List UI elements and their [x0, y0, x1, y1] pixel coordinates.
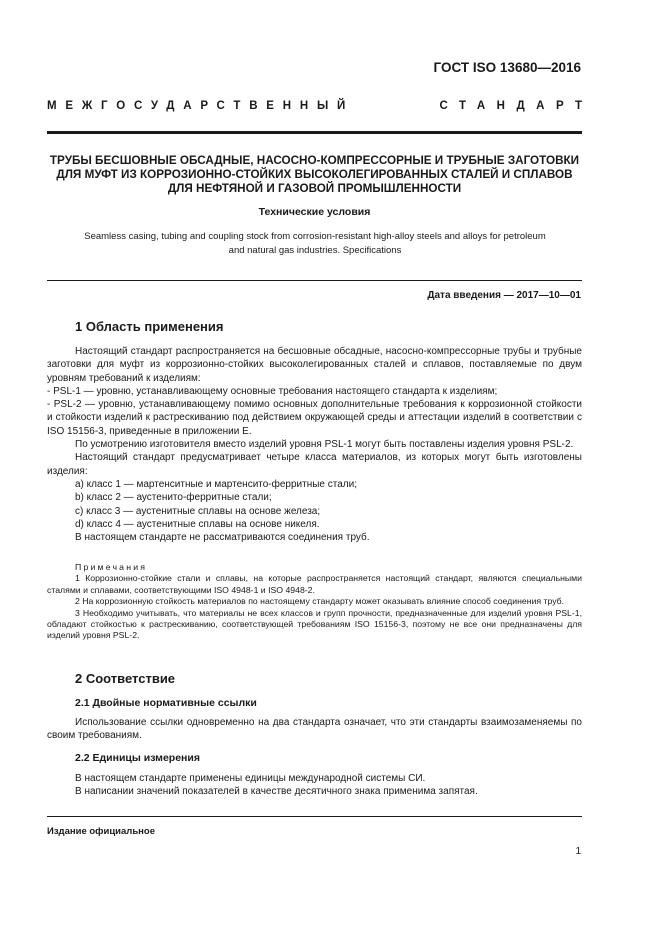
- title-line: ДЛЯ НЕФТЯНОЙ И ГАЗОВОЙ ПРОМЫШЛЕННОСТИ: [167, 182, 462, 195]
- official-edition-label: Издание официальное: [47, 826, 155, 837]
- subsection-2-1-heading: 2.1 Двойные нормативные ссылки: [75, 697, 257, 709]
- paragraph: В написании значений показателей в качестве десятичного знака применима запятая.: [75, 786, 478, 798]
- class-item: d) класс 4 — аустенитные сплавы на основе никеля.: [75, 518, 320, 530]
- subsection-2-1-body: [47, 716, 582, 743]
- paragraph: Использование ссылки одновременно на два стандарта означает, что эти стандарты взаимозаменяемы по своим требованиям.: [47, 717, 582, 742]
- note-item: 2 На коррозионную стойкость материалов по настоящему стандарту может оказывать влияние способ соединения труб.: [75, 596, 565, 607]
- introduction-date: Дата введения — 2017—10—01: [427, 290, 581, 301]
- english-title: [60, 230, 570, 258]
- class-item: с) класс 3 — аустенитные сплавы на основе железа;: [75, 505, 321, 517]
- banner-word-interstate: МЕЖГОСУДАРСТВЕННЫЙ: [47, 100, 355, 112]
- note-item: 3 Необходимо учитывать, что материалы не всех классов и групп прочности, предназначенные для изделий уровня PSL-1, обладают стойкостью к растрескиванию, соответствующей требованиям ISO 15156-3, поэтому не все они предназначены для изделий уровня PSL-2.: [47, 607, 582, 641]
- title-line: ТРУБЫ БЕСШОВНЫЕ ОБСАДНЫЕ, НАСОСНО-КОМПРЕССОРНЫЕ И ТРУБНЫЕ ЗАГОТОВКИ: [49, 154, 580, 167]
- note-item: 1 Коррозионно-стойкие стали и сплавы, на которые распространяется настоящий стандарт, являются специальными сталями и сплавами, соответствующими ISO 4948-1 и ISO 4948-2.: [47, 573, 582, 595]
- header-divider: [47, 131, 582, 134]
- standard-type-banner: [47, 100, 594, 112]
- psl2-item: - PSL-2 — уровню, устанавливающему помимо основных дополнительные требования к коррозионной стойкости и стойкости изделий к растрескиванию под действием окружающей среды и аттестации изделий в соответствии с ISO 15156-3, приведенные в приложении Е.: [47, 399, 582, 437]
- subsection-2-2-body: [47, 772, 582, 799]
- section-2-heading: 2 Соответствие: [75, 671, 176, 686]
- page-number: 1: [575, 846, 581, 857]
- class-item: b) класс 2 — аустенито-ферритные стали;: [75, 492, 272, 504]
- document-title: [47, 154, 582, 196]
- psl1-item: - PSL-1 — уровню, устанавливающему основные требования настоящего стандарта к изделиям;: [47, 385, 498, 397]
- title-line: ДЛЯ МУФТ ИЗ КОРРОЗИОННО-СТОЙКИХ ВЫСОКОЛЕГИРОВАННЫХ СТАЛЕЙ И СПЛАВОВ: [56, 168, 573, 181]
- class-item: а) класс 1 — мартенситные и мартенсито-ферритные стали;: [75, 478, 357, 490]
- banner-word-standard: СТАНДАРТ: [439, 100, 594, 112]
- standard-code: ГОСТ ISO 13680—2016: [433, 60, 581, 75]
- section-1-heading: 1 Область применения: [75, 319, 224, 334]
- notes-title: Примечания: [75, 562, 148, 572]
- paragraph: Настоящий стандарт распространяется на бесшовные обсадные, насосно-компрессорные трубы и трубные заготовки для муфт из коррозионно-стойких высоколегированных сталей и сплавов, поставляемые по двум уровням требований к изделиям:: [47, 346, 582, 384]
- section-1-body: [47, 345, 582, 544]
- paragraph: Настоящий стандарт предусматривает четыре класса материалов, из которых могут быть изготовлены изделия:: [47, 452, 582, 477]
- paragraph: В настоящем стандарте не рассматриваются соединения труб.: [75, 532, 370, 544]
- paragraph: По усмотрению изготовителя вместо изделий уровня PSL-1 могут быть поставлены изделия уровня PSL-2.: [75, 439, 574, 451]
- document-subtitle: Технические условия: [258, 206, 371, 218]
- footer-divider: [47, 816, 582, 817]
- english-title-line: and natural gas industries. Specifications: [228, 245, 402, 256]
- notes-block: [47, 562, 582, 642]
- subsection-2-2-heading: 2.2 Единицы измерения: [75, 752, 200, 764]
- english-title-line: Seamless casing, tubing and coupling stock from corrosion-resistant high-alloy steels and alloys for petroleum: [84, 231, 546, 242]
- paragraph: В настоящем стандарте применены единицы международной системы СИ.: [75, 773, 426, 784]
- title-divider: [47, 280, 582, 281]
